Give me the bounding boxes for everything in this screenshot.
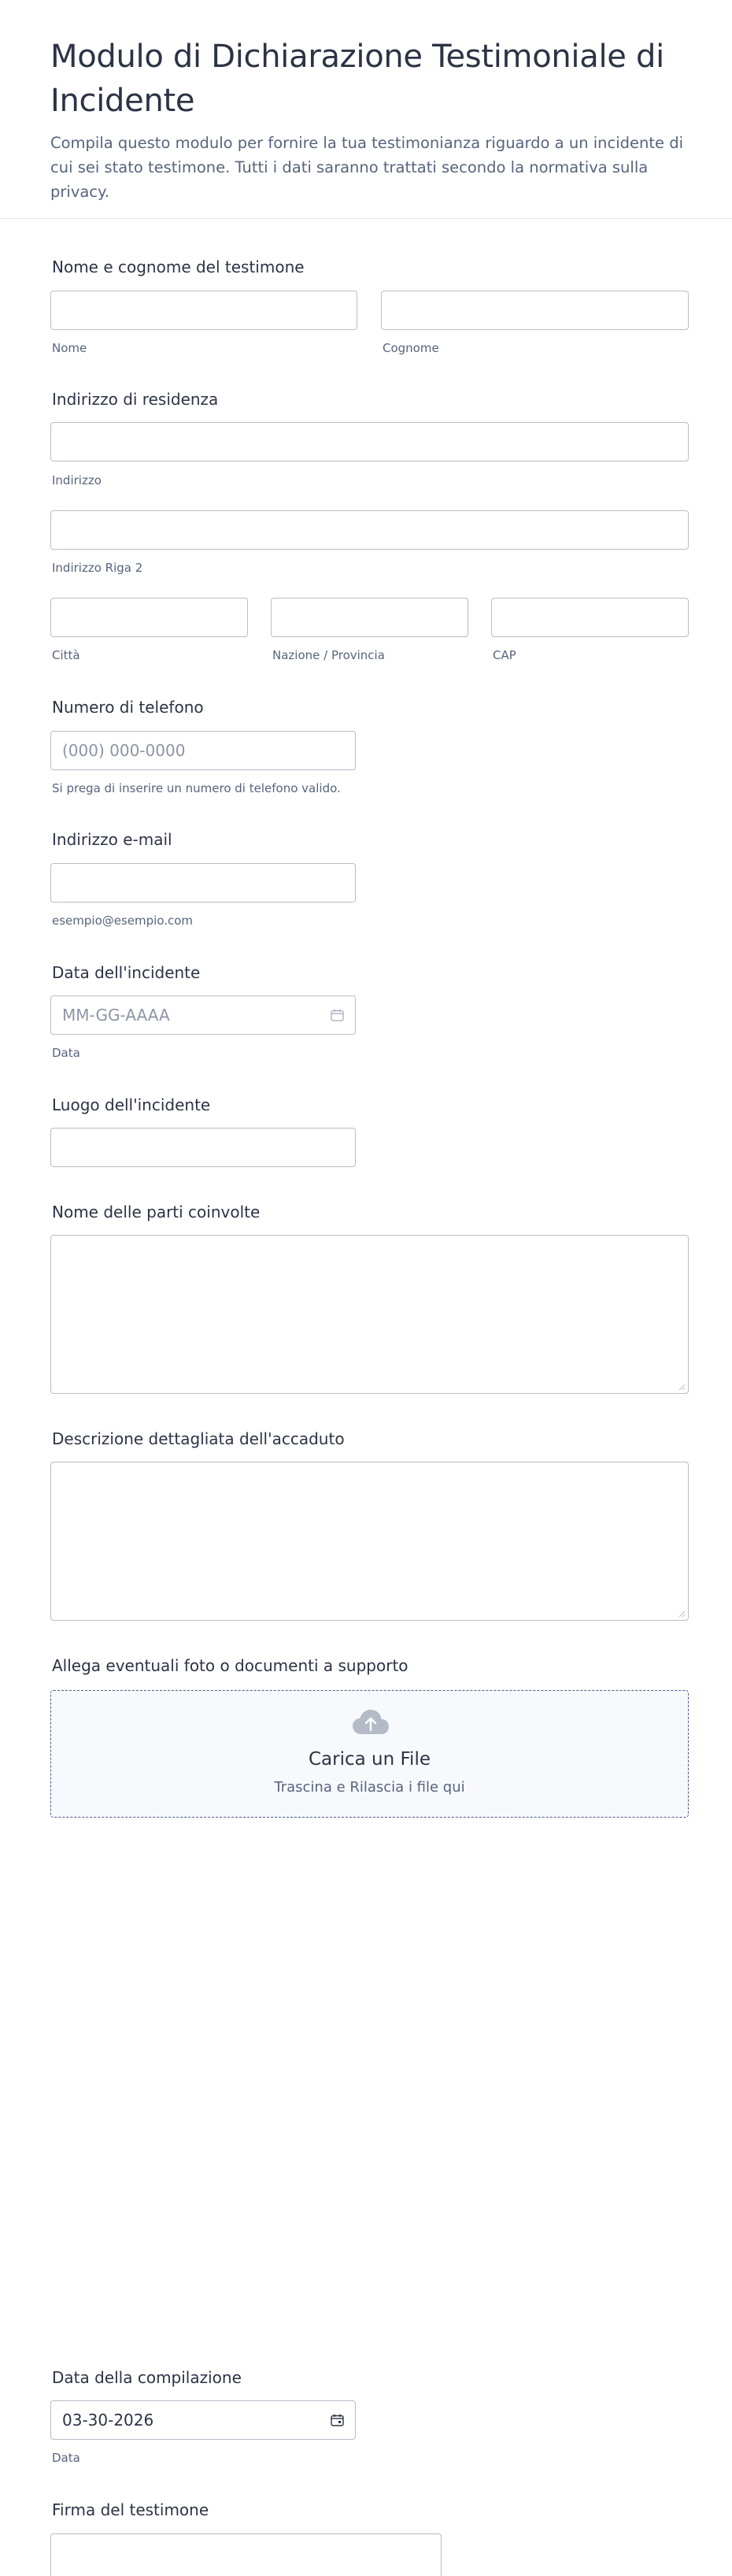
incident-date-input[interactable] [50, 995, 356, 1035]
address-line1-input[interactable] [50, 422, 689, 461]
phone-sublabel: Si prega di inserire un numero di telefono valido. [52, 781, 341, 795]
fill-date-input[interactable] [50, 2400, 356, 2440]
first-name-input[interactable] [50, 291, 357, 330]
state-sublabel: Nazione / Provincia [272, 648, 385, 662]
form-subtitle: Compila questo modulo per fornire la tua testimonianza riguardo a un incidente di cui sei stato testimone. Tutti i dati saranno trattati secondo la normativa sulla privacy. [50, 134, 684, 201]
upload-title: Carica un File [308, 1749, 431, 1770]
form-header [0, 0, 732, 219]
address-line1-sublabel: Indirizzo [52, 473, 102, 487]
incident-place-label: Luogo dell'incidente [52, 1095, 211, 1114]
last-name-input[interactable] [381, 291, 689, 330]
phone-input[interactable] [50, 731, 356, 770]
attachments-label: Allega eventuali foto o documenti a supporto [52, 1656, 409, 1675]
signature-pad[interactable] [50, 2533, 442, 2576]
incident-date-sublabel: Data [52, 1046, 80, 1060]
zip-input[interactable] [491, 598, 689, 637]
fill-date-value: 03-30-2026 [62, 2411, 154, 2430]
last-name-sublabel: Cognome [383, 341, 439, 355]
incident-place-input[interactable] [50, 1128, 356, 1167]
email-input[interactable] [50, 863, 356, 903]
signature-label: Firma del testimone [52, 2500, 209, 2519]
address-label: Indirizzo di residenza [52, 390, 219, 409]
address-line2-input[interactable] [50, 510, 689, 550]
fill-date-label: Data della compilazione [52, 2368, 242, 2387]
email-label: Indirizzo e-mail [52, 830, 172, 849]
upload-subtitle: Trascina e Rilascia i file qui [274, 1779, 465, 1796]
email-sublabel: esempio@esempio.com [52, 914, 194, 928]
incident-date-label: Data dell'incidente [52, 963, 201, 982]
calendar-icon[interactable] [331, 1009, 344, 1021]
phone-placeholder: (000) 000-0000 [62, 741, 186, 760]
calendar-icon[interactable] [331, 2414, 344, 2426]
state-input[interactable] [271, 598, 468, 637]
parties-label: Nome delle parti coinvolte [52, 1203, 261, 1221]
file-upload-dropzone[interactable] [50, 1690, 689, 1818]
resize-grip-icon[interactable] [678, 1383, 686, 1391]
city-input[interactable] [50, 598, 248, 637]
parties-textarea[interactable] [50, 1235, 689, 1394]
first-name-sublabel: Nome [52, 341, 87, 355]
incident-date-placeholder: MM-GG-AAAA [62, 1006, 170, 1025]
witness-name-label: Nome e cognome del testimone [52, 258, 305, 276]
description-label: Descrizione dettagliata dell'accaduto [52, 1429, 345, 1448]
description-textarea[interactable] [50, 1462, 689, 1621]
fill-date-sublabel: Data [52, 2451, 80, 2465]
phone-label: Numero di telefono [52, 698, 204, 717]
address-line2-sublabel: Indirizzo Riga 2 [52, 561, 143, 575]
zip-sublabel: CAP [493, 648, 516, 662]
city-sublabel: Città [52, 648, 80, 662]
resize-grip-icon[interactable] [678, 1610, 686, 1618]
form-title: Modulo di Dichiarazione Testimoniale di Incidente [50, 39, 664, 119]
cloud-upload-icon [352, 1708, 390, 1736]
